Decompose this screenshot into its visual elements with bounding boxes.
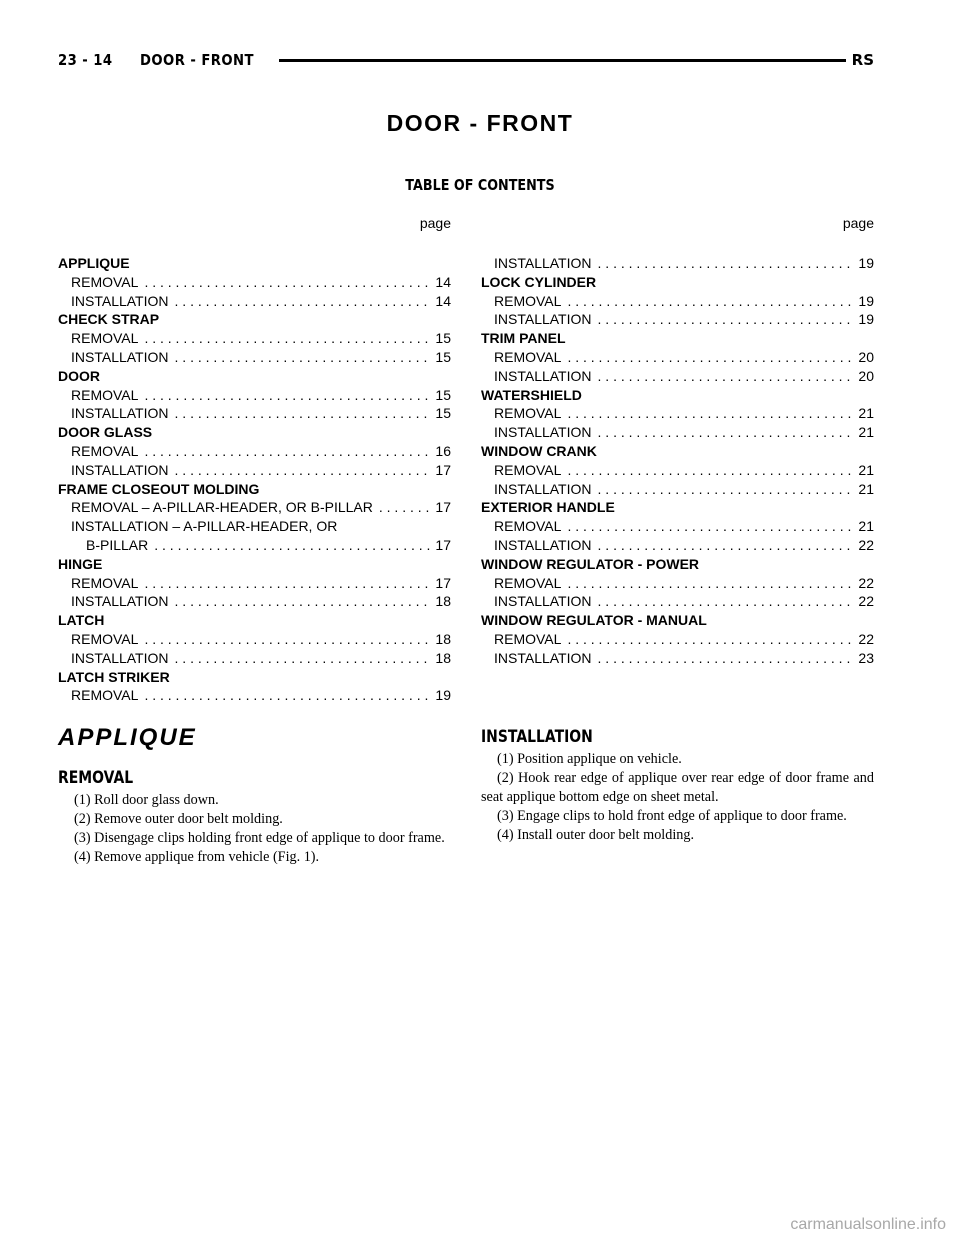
page-header — [58, 46, 874, 74]
toc-leader-dots — [598, 423, 855, 442]
toc-entry-page: 21 — [858, 480, 874, 497]
toc-entry-page: 19 — [858, 311, 874, 328]
toc-entry[interactable] — [58, 461, 451, 480]
toc-leader-dots — [154, 536, 431, 555]
toc-section-heading[interactable]: APPLIQUE — [58, 255, 130, 271]
toc-entry[interactable] — [58, 348, 451, 367]
header-rule — [279, 59, 845, 62]
toc-entry-label: INSTALLATION — [494, 311, 592, 328]
watermark: carmanualsonline.info — [790, 1216, 946, 1233]
toc-entry-label: INSTALLATION — [494, 649, 592, 666]
toc-leader-dots — [598, 480, 855, 499]
toc-entry[interactable] — [58, 630, 451, 649]
toc-entry-label: REMOVAL — [494, 574, 562, 591]
toc-leader-dots — [175, 348, 432, 367]
toc-leader-dots — [567, 630, 854, 649]
toc-entry-page: 20 — [858, 348, 874, 365]
toc-entry[interactable] — [481, 348, 874, 367]
installation-step: (1) Position applique on vehicle. — [497, 751, 682, 767]
toc-entry[interactable] — [481, 517, 874, 536]
toc-entry-label: INSTALLATION — [494, 593, 592, 610]
toc-entry-label: REMOVAL — [71, 386, 139, 403]
toc-entry-label: REMOVAL — [494, 630, 562, 647]
header-section: DOOR - FRONT — [139, 51, 254, 69]
subheading-removal: REMOVAL — [58, 768, 134, 788]
toc-entry[interactable] — [58, 536, 451, 555]
toc-title: TABLE OF CONTENTS — [405, 176, 555, 194]
toc-entry-label: REMOVAL — [71, 630, 139, 647]
removal-step: (3) Disengage clips holding front edge of applique to door frame. — [74, 830, 445, 846]
toc-section-heading[interactable]: LOCK CYLINDER — [481, 273, 597, 290]
toc-entry-label: INSTALLATION — [71, 292, 169, 309]
installation-step: (4) Install outer door belt molding. — [497, 827, 695, 843]
toc-entry-page: 21 — [858, 518, 874, 535]
toc-leader-dots — [144, 574, 431, 593]
toc-section-heading[interactable]: LATCH — [58, 612, 105, 629]
toc-column-right — [481, 254, 874, 668]
toc-entry-page: 18 — [435, 649, 451, 666]
toc-page-label-right: page — [842, 215, 874, 231]
toc-entry-page: 21 — [858, 461, 874, 478]
toc-entry[interactable] — [481, 404, 874, 423]
toc-entry[interactable] — [58, 574, 451, 593]
toc-entry[interactable] — [58, 442, 451, 461]
toc-entry-label: REMOVAL — [494, 518, 562, 535]
removal-steps — [58, 791, 451, 867]
toc-leader-dots — [567, 292, 854, 311]
toc-leader-dots — [567, 574, 854, 593]
toc-entry-page: 17 — [435, 536, 451, 553]
toc-section-heading[interactable]: CHECK STRAP — [58, 311, 160, 328]
toc-section-heading[interactable]: EXTERIOR HANDLE — [481, 499, 615, 516]
toc-leader-dots — [567, 404, 854, 423]
toc-section-heading[interactable]: TRIM PANEL — [481, 330, 566, 347]
toc-entry[interactable] — [481, 574, 874, 593]
toc-entry[interactable] — [481, 536, 874, 555]
toc-entry-label: REMOVAL – A-PILLAR-HEADER, OR B-PILLAR — [71, 499, 373, 516]
toc-leader-dots — [567, 461, 854, 480]
toc-entry[interactable] — [481, 423, 874, 442]
toc-leader-dots — [144, 630, 431, 649]
toc-entry[interactable] — [481, 310, 874, 329]
toc-entry-page: 21 — [858, 405, 874, 422]
toc-entry[interactable] — [58, 404, 451, 423]
toc-leader-dots — [567, 517, 854, 536]
toc-entry[interactable] — [58, 649, 451, 668]
toc-entry-page: 19 — [858, 255, 874, 271]
toc-entry-page: 16 — [435, 442, 451, 459]
toc-entry[interactable] — [58, 292, 451, 311]
toc-entry-page: 22 — [858, 536, 874, 553]
toc-entry[interactable] — [481, 649, 874, 668]
toc-entry-page: 23 — [858, 649, 874, 666]
toc-leader-dots — [598, 367, 855, 386]
toc-section-heading[interactable]: DOOR GLASS — [58, 424, 153, 441]
toc-leader-dots — [175, 404, 432, 423]
toc-entry-page: 19 — [435, 687, 451, 704]
toc-entry-label: REMOVAL — [71, 574, 139, 591]
toc-entry-page: 15 — [435, 405, 451, 422]
toc-entry[interactable] — [58, 329, 451, 348]
toc-entry[interactable] — [481, 480, 874, 499]
toc-entry-page: 20 — [858, 367, 874, 384]
toc-entry-label: B-PILLAR — [86, 536, 149, 553]
toc-leader-dots — [175, 461, 432, 480]
toc-entry-label: INSTALLATION — [71, 593, 169, 610]
toc-entry[interactable] — [481, 630, 874, 649]
toc-entry-label: REMOVAL — [71, 687, 139, 704]
toc-entry-label: REMOVAL — [494, 405, 562, 422]
toc-entry-page: 14 — [435, 273, 451, 290]
toc-entry-label: INSTALLATION — [494, 480, 592, 497]
toc-section-heading[interactable]: DOOR — [58, 367, 100, 384]
installation-steps — [481, 750, 874, 845]
toc-entry-page: 18 — [435, 593, 451, 610]
toc-entry-label: REMOVAL — [71, 442, 139, 459]
toc-entry-page: 18 — [435, 630, 451, 647]
toc-leader-dots — [144, 686, 431, 705]
toc-leader-dots — [144, 386, 431, 405]
toc-section-heading[interactable]: WINDOW REGULATOR - MANUAL — [481, 612, 707, 629]
toc-leader-dots — [598, 536, 855, 555]
toc-entry[interactable] — [58, 592, 451, 611]
toc-entry-label: REMOVAL — [494, 461, 562, 478]
toc-entry-label: INSTALLATION — [71, 461, 169, 478]
toc-leader-dots — [567, 348, 854, 367]
toc-entry-page: 22 — [858, 574, 874, 591]
toc-leader-dots — [175, 292, 432, 311]
toc-entry-label: REMOVAL — [494, 348, 562, 365]
removal-step: (1) Roll door glass down. — [74, 792, 219, 808]
toc-entry-label: INSTALLATION — [494, 536, 592, 553]
toc-entry[interactable] — [481, 254, 874, 273]
toc-entry[interactable] — [58, 686, 451, 705]
toc-entry-page: 19 — [858, 292, 874, 309]
toc-entry-label: REMOVAL — [71, 330, 139, 347]
toc-entry-page: 17 — [435, 499, 451, 516]
toc-entry-label: INSTALLATION — [494, 424, 592, 441]
toc-entry[interactable] — [58, 498, 451, 517]
toc-entry[interactable] — [481, 592, 874, 611]
toc-entry[interactable] — [481, 292, 874, 311]
toc-leader-dots — [598, 649, 855, 668]
subheading-installation: INSTALLATION — [481, 727, 593, 747]
toc-page-label-left: page — [419, 215, 451, 231]
toc-entry-label: REMOVAL — [494, 292, 562, 309]
toc-section-heading[interactable]: LATCH STRIKER — [58, 668, 170, 685]
toc-column-left — [58, 254, 451, 705]
toc-entry-page: 21 — [858, 424, 874, 441]
toc-entry[interactable] — [481, 367, 874, 386]
toc-entry[interactable] — [58, 273, 451, 292]
document-title: DOOR - FRONT — [386, 110, 574, 136]
toc-leader-dots — [175, 592, 432, 611]
toc-section-heading[interactable]: HINGE — [58, 555, 103, 572]
toc-entry-page: 22 — [858, 630, 874, 647]
toc-entry-label: INSTALLATION — [494, 255, 592, 271]
toc-section-heading[interactable]: WINDOW CRANK — [481, 442, 597, 459]
toc-section-heading[interactable]: WINDOW REGULATOR - POWER — [481, 555, 700, 572]
toc-entry-page: 17 — [435, 574, 451, 591]
removal-step: (2) Remove outer door belt molding. — [74, 811, 283, 827]
toc-leader-dots — [144, 442, 431, 461]
toc-entry-label: INSTALLATION — [71, 348, 169, 365]
installation-step: (2) Hook rear edge of applique over rear edge of door frame and seat applique bottom edge on sheet metal. — [481, 770, 874, 805]
toc-leader-dots — [598, 310, 855, 329]
header-page-number: 23 - 14 — [58, 51, 113, 69]
toc-entry-page: 15 — [435, 386, 451, 403]
toc-leader-dots — [598, 254, 855, 273]
removal-step: (4) Remove applique from vehicle (Fig. 1). — [74, 849, 320, 865]
toc-entry-page: 15 — [435, 330, 451, 347]
toc-entry-page: 22 — [858, 593, 874, 610]
toc-leader-dots — [379, 498, 432, 517]
header-code: RS — [851, 51, 874, 69]
toc-entry-page: 15 — [435, 348, 451, 365]
toc-entry-label: INSTALLATION — [494, 367, 592, 384]
toc-leader-dots — [144, 273, 431, 292]
toc-leader-dots — [144, 329, 431, 348]
toc-entry-label: INSTALLATION — [71, 649, 169, 666]
toc-entry-label: INSTALLATION — [71, 405, 169, 422]
installation-step: (3) Engage clips to hold front edge of applique to door frame. — [497, 808, 847, 824]
toc-section-heading[interactable]: FRAME CLOSEOUT MOLDING — [58, 480, 260, 497]
toc-leader-dots — [598, 592, 855, 611]
toc-section-heading[interactable]: WATERSHIELD — [481, 386, 582, 403]
toc-entry-label[interactable]: INSTALLATION – A-PILLAR-HEADER, OR — [71, 518, 338, 535]
toc-leader-dots — [175, 649, 432, 668]
toc-entry-page: 17 — [435, 461, 451, 478]
toc-entry-page: 14 — [435, 292, 451, 309]
toc-entry[interactable] — [481, 461, 874, 480]
toc-entry[interactable] — [58, 386, 451, 405]
toc-entry-label: REMOVAL — [71, 273, 139, 290]
section-heading-applique: APPLIQUE — [58, 724, 197, 751]
